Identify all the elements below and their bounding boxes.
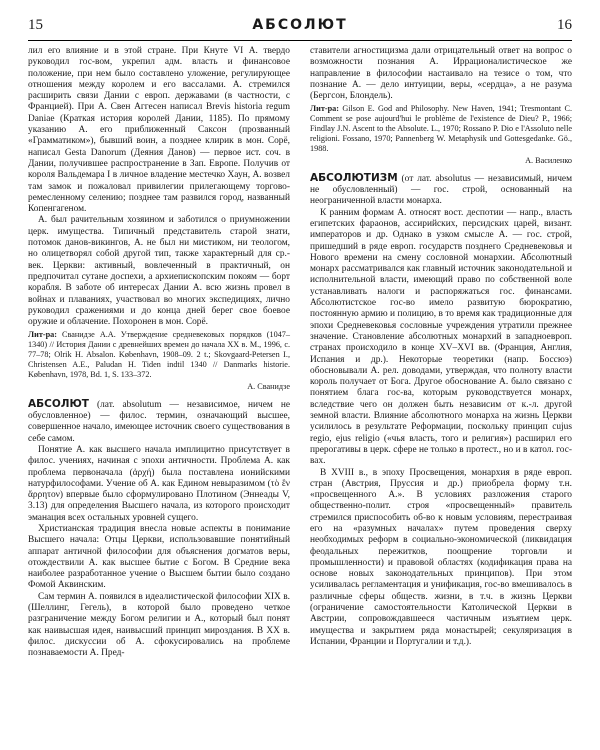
page-header <box>28 14 572 36</box>
author-signature: А. Сванидзе <box>247 382 290 392</box>
paragraph: лил его влияние и в этой стране. При Кнуте VI А. твердо руководил гос-вом, укрепил адм. власть и финансовое положение, при нем было составлено уложение, регулирующее отношения между королем и его вассалами. А. стремился расширить связи Дании с европ. державами (в частности, с Францией). При А. Свен Аггесен написал Brevis historia regum Daniae (Краткая история королей Дании, 1185). По прямому указанию А. его приближенный Саксон (прозванный «Грамматиком»), бывший воин, а позднее клирик в мон. Сорё, написал Gesta Danorum (Деяния Данов) — первое ист. соч. в Дании, получившее распространение в Зап. Европе. Получив от короля Вальдемара I в личное владение местечко Хаун, А. возвел там замок и пожаловал привилегии прилегающему торгово-ремесленному селению; позднее там развился город, названный Копенгагеном. <box>28 46 290 215</box>
headword: АБСОЛЮТИЗМ <box>310 171 398 184</box>
right-column <box>310 46 572 648</box>
paragraph: Сам термин А. появился в идеалистической философии XIX в. (Шеллинг, Гегель), в которой было проведено четкое разграничение между Богом религии и А., который был понят как наивысшая идея, наивысший принцип мироздания. В XX в. филос. дискуссии об А. сфокусировались на проблеме познаваемости А. Пред- <box>28 591 290 659</box>
paragraph: ставители агностицизма дали отрицательный ответ на вопрос о возможности познания А. Иррационалистическое же направление в философии настаивало на тезисе о том, что познание А. — дело интуиции, веры, «сердца», а не разума (Бергсон, Блондель). <box>310 46 572 102</box>
author-signature: А. Василенко <box>525 156 572 166</box>
definition: (от лат. absolutus — независимый, ничем не обусловленный) — гос. строй, основанный на неограниченной власти монарха. <box>310 173 573 207</box>
page-number-right: 16 <box>556 16 572 33</box>
running-title: АБСОЛЮТ <box>252 17 348 33</box>
bibliography <box>310 104 572 154</box>
paragraph: А. был рачительным хозяином и заботился о приумножении церк. имущества. Типичный представитель старой знати, потомок данов-викингов, А. не был ни мистиком, ни теологом, но олицетворял собой другой тип, также характерный для ср.-век. Церкви: активный, вовлеченный в практичный, он предпочитал сутане доспехи, а архиепископским покоям — борт корабля. В заботе об интересах Дании А. всю жизнь провел в войнах и плаваниях, участвовал во многих экспедициях, лично руководил сражениями и до конца дней берег свое боевое оружие и облачение. Похоронен в мон. Сорё. <box>28 215 290 328</box>
header-rule <box>28 40 572 41</box>
headword: АБСОЛЮТ <box>28 397 89 410</box>
bibliography-label: Лит-ра: <box>28 330 57 340</box>
definition: (лат. absolutum — независимое, ничем не обусловленное) — филос. термин, означающий высшее, совершенное начало, имеющее источник своего существования в себе самом. <box>28 399 290 444</box>
page-number-left: 15 <box>28 16 43 33</box>
paragraph: Понятие А. как высшего начала имплицитно присутствует в филос. учениях, начиная с эпохи античности. Проблема А. как проблема первоначала (ἀρχή) была поставлена ионийскими натурфилософами. Учение об А. как Едином невыразимом (τὸ ἓν ἄρρητον) впервые было сформулировано Плотином (Эннеады V, 3.13) для определения Высшего начала, из которого происходит эманация всех остальных уровней сущего. <box>28 444 290 523</box>
bibliography-text: Gilson E. God and Philosophy. New Haven, 1941; Tresmontant C. Comment se pose aujourd'hui le problème de l'existence de Dieu? P., 1966; Findlay J.N. Ascent to the Absolute. L., 1970; Rossano P. Dio e l'Assoluto nelle religioni. Fossano, 1970; Pannenberg W. Metaphysik und Gottesgedanke. Gö., 1988. <box>310 104 572 154</box>
entry-absolyutizm <box>310 173 572 208</box>
paragraph: К ранним формам А. относят вост. деспотии — напр., власть египетских фараонов, ассирийских, персидских царей, визант. императоров и др. Однако в узком смысле А. — гос. строй, пришедший в ряде европ. государств позднего Средневековья и Нового времени на смену сословной монархии. Абсолютный монарх рассматривался как главный источник законодательной и исполнительной власти, имеющий право по собственной воле устанавливать налоги и распоряжаться гос. финансами. Абсолютистское гос-во имело развитую бюрократию, постоянную армию и полицию, в то время как традиционные для эпохи Средневековья сословные учреждения утратили прежнее значение. Становление абсолютных монархий в западноевроп. странах происходило в конце XV–XVI вв. (Франция, Англия, Испания и др.). Некоторые теоретики (напр. Боссюэ) обосновывали А. рел. доводами, утверждая, что полноту власти король получает от Бога. Другое обоснование А. было связано с понятием блага гос-ва, которым руководствуется монарх, вследствие чего он должен быть независим от к.-л. другой земной власти. Влияние абсолютного монарха на жизнь Церкви усилилось в результате Реформации, поскольку принцип cujus regio, ejus religio («чья власть, того и религия») расширил его прерогативы в церк. сфере не только в протест., но и в катол. гос-вах. <box>310 207 572 467</box>
bibliography <box>28 330 290 380</box>
entry-absolyut <box>28 399 290 445</box>
left-column <box>28 46 290 660</box>
paragraph: Христианская традиция внесла новые аспекты в понимание Высшего начала: Отцы Церкви, использовавшие понятийный аппарат античной философии для объяснения догматов веры, отождествили А. как высшее бытие с Богом. В Средние века наиболее разработанное учение о Высшем бытии было создано Фомой Аквинским. <box>28 523 290 591</box>
bibliography-text: Сванидзе А.А. Утверждение средневековых порядков (1047–1340) // История Дании с древнейших времен до начала XX в. М., 1996, с. 77–78; Olrik H. Absalon. København, 1908–09. 2 t.; Skovgaard-Petersen I., Christensen A.E., Paludan H. Tiden indtil 1340 // Danmarks historie. København, 1978, Bd. 1, S. 133–372. <box>28 330 290 380</box>
paragraph: В XVIII в., в эпоху Просвещения, монархия в ряде европ. стран (Австрия, Пруссия и др.) приобрела форму т.н. «просвещенного А.». В условиях разложения старого общественно-полит. строя «просвещенный» правитель стремился приспособить об-во к новым условиям, перестраивая его на «разумных началах» путем проведения сверху необходимых реформ в социально-экономической (ликвидация феодальных пережитков, поощрение торговли и промышленности) и правовой областях (кодификация права на основе новых законодательных принципов). При этом усиливалась регламентация и унификация, гос-во вмешивалось в различные сферы обществ. жизни, в т.ч. в жизнь Церкви (ограничение самостоятельности Католической Церкви в Австрии, сопровождавшееся частичным изъятием церк. имущества и закрытием ряда монастырей; секуляризация в Испании, Франции и Португалии и т.д.). <box>310 467 572 647</box>
bibliography-label: Лит-ра: <box>310 104 339 114</box>
